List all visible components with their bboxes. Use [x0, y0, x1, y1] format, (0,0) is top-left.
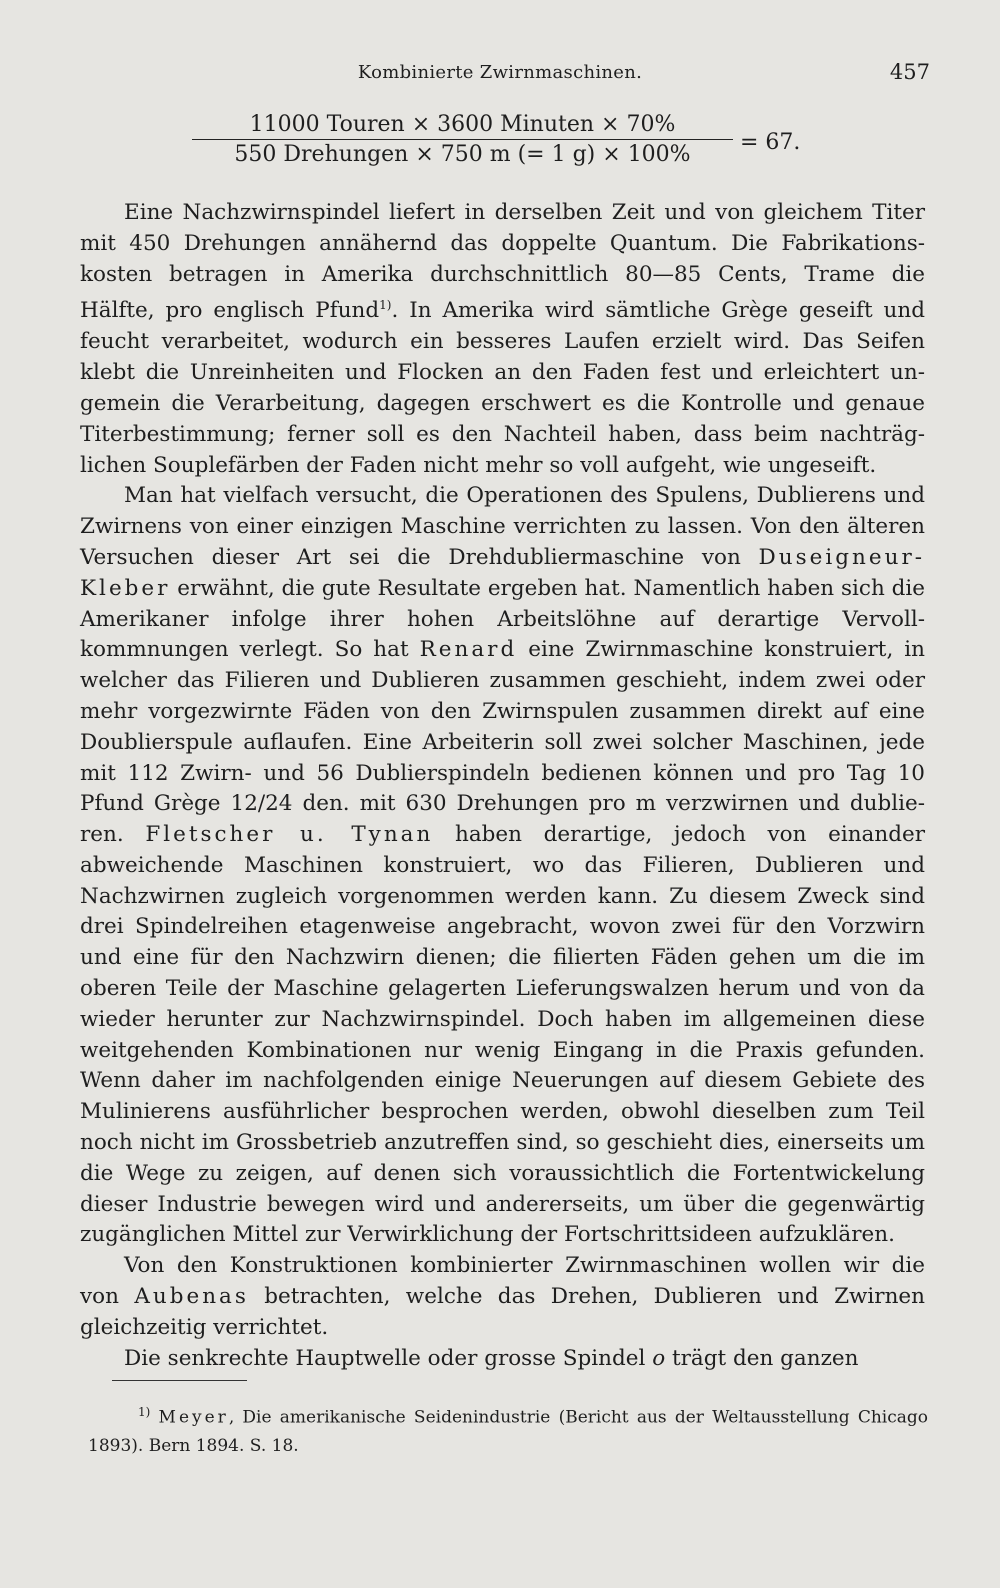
text-run: , Die amerikanische Seidenindustrie (Bericht aus der Weltausstellung Chicago 1893). Bern 1894. S. 18.	[88, 1407, 928, 1456]
text-run: Von den Konstruktionen kombinierter Zwirnmaschinen wollen wir die von	[80, 1253, 925, 1310]
formula-fraction	[190, 112, 735, 167]
text-run: trägt den ganzen	[665, 1345, 859, 1371]
footnote-marker: 1)	[379, 298, 392, 313]
formula	[160, 112, 860, 182]
text-run: Man hat vielfach versucht, die Operationen des Spulens, Dublierens und Zwirnens von einer einzigen Maschine verrichten zu lassen. Von den älteren Versuchen dieser Art sei die Drehdubliermaschine von	[80, 483, 925, 570]
footnote-rule	[112, 1380, 247, 1381]
text-run	[150, 1408, 158, 1428]
formula-result: = 67.	[740, 130, 801, 155]
text-run: eine Zwirnmaschine konstruiert, in welcher das Filieren und Dublieren zusammen geschieht, indem zwei oder mehr vorgezwirnte Fäden von den Zwirnspulen zusammen direkt auf eine Doublierspule auflaufen. Eine Arbeiterin soll zwei solcher Maschinen, jede mit 112 Zwirn- und 56 Dublierspindeln bedienen können und pro Tag 10 Pfund Grège 12/24 den. mit 630 Drehungen pro m verzwirnen und dublieren.	[80, 637, 925, 848]
formula-denominator: 550 Drehungen × 750 m (= 1 g) × 100%	[234, 142, 691, 167]
text-run: haben derartige, jedoch von einander abweichende Maschinen konstruiert, wo das Filieren, Dublieren und Nachzwirnen zugleich vorgenommen werden kann. Zu diesem Zweck sind drei Spindelreihen etagenweise angebracht, wovon zwei für den Vorzwirn und eine für den Nachzwirn dienen; die filierten Fäden gehen um die im oberen Teile der Maschine gelagerten Lieferungswalzen herum und von da wieder herunter zur Nachzwirnspindel. Doch haben im allgemeinen diese weitgehenden Kombinationen nur wenig Eingang in die Praxis gefunden. Wenn daher im nachfolgenden einige Neuerungen auf diesem Gebiete des Mulinierens ausführlicher besprochen werden, obwohl dieselben zum Teil noch nicht im Grossbetrieb anzutreffen sind, so geschieht dies, einerseits um die Wege zu zeigen, auf denen sich voraussichtlich die Fortentwickelung dieser Industrie bewegen wird und andererseits, um über die gegenwärtig zugänglichen Mittel zur Verwirklichung der Fortschrittsideen aufzuklären.	[80, 822, 925, 1248]
footnote-text	[88, 1398, 928, 1460]
paragraph	[80, 198, 925, 481]
author-name: Renard	[419, 637, 518, 663]
text-run: . In Amerika wird sämtliche Grège geseift und feucht verarbeitet, wodurch ein besseres Laufen erzielt wird. Das Seifen klebt die Unreinheiten und Flocken an den Faden fest und erleichtert ungemein die Verarbeitung, dagegen erschwert es die Kontrolle und genaue Titerbestimmung; ferner soll es den Nachteil haben, dass beim nachträglichen Souplefärben der Faden nicht mehr so voll aufgeht, wie ungeseift.	[80, 298, 925, 478]
paragraph	[80, 1344, 925, 1375]
text-run: Die senkrechte Hauptwelle oder grosse Spindel	[124, 1345, 653, 1371]
text-run: erwähnt, die gute Resultate ergeben hat. Namentlich haben sich die Amerikaner infolge ihrer hohen Arbeitslöhne auf derartige Vervollkommnungen verlegt. So hat	[80, 575, 925, 663]
author-name: Fletscher u. Tynan	[145, 822, 434, 848]
footnote	[88, 1398, 928, 1460]
paragraph	[80, 481, 925, 1251]
author-name: Aubenas	[134, 1284, 249, 1310]
variable-label: o	[652, 1345, 666, 1371]
author-name: Meyer	[158, 1407, 229, 1428]
formula-numerator: 11000 Touren × 3600 Minuten × 70%	[249, 112, 676, 137]
text-run: betrachten, welche das Drehen, Dublieren und Zwirnen gleichzeitig verrichtet.	[80, 1284, 925, 1340]
footnote-marker: 1)	[138, 1405, 151, 1419]
paragraph	[80, 1251, 925, 1343]
body-text	[80, 198, 925, 1374]
author-name: Duseigneur-Kleber	[80, 544, 925, 601]
page-number: 457	[889, 60, 930, 84]
running-head: Kombinierte Zwirnmaschinen.	[357, 62, 643, 83]
page-header	[0, 62, 1000, 92]
text-run: Eine Nachzwirnspindel liefert in derselben Zeit und von gleichem Titer mit 450 Drehungen annähernd das doppelte Quantum. Die Fabrikationskosten betragen in Amerika durchschnittlich 80—85 Cents, Trame die Hälfte, pro englisch Pfund	[80, 200, 925, 324]
